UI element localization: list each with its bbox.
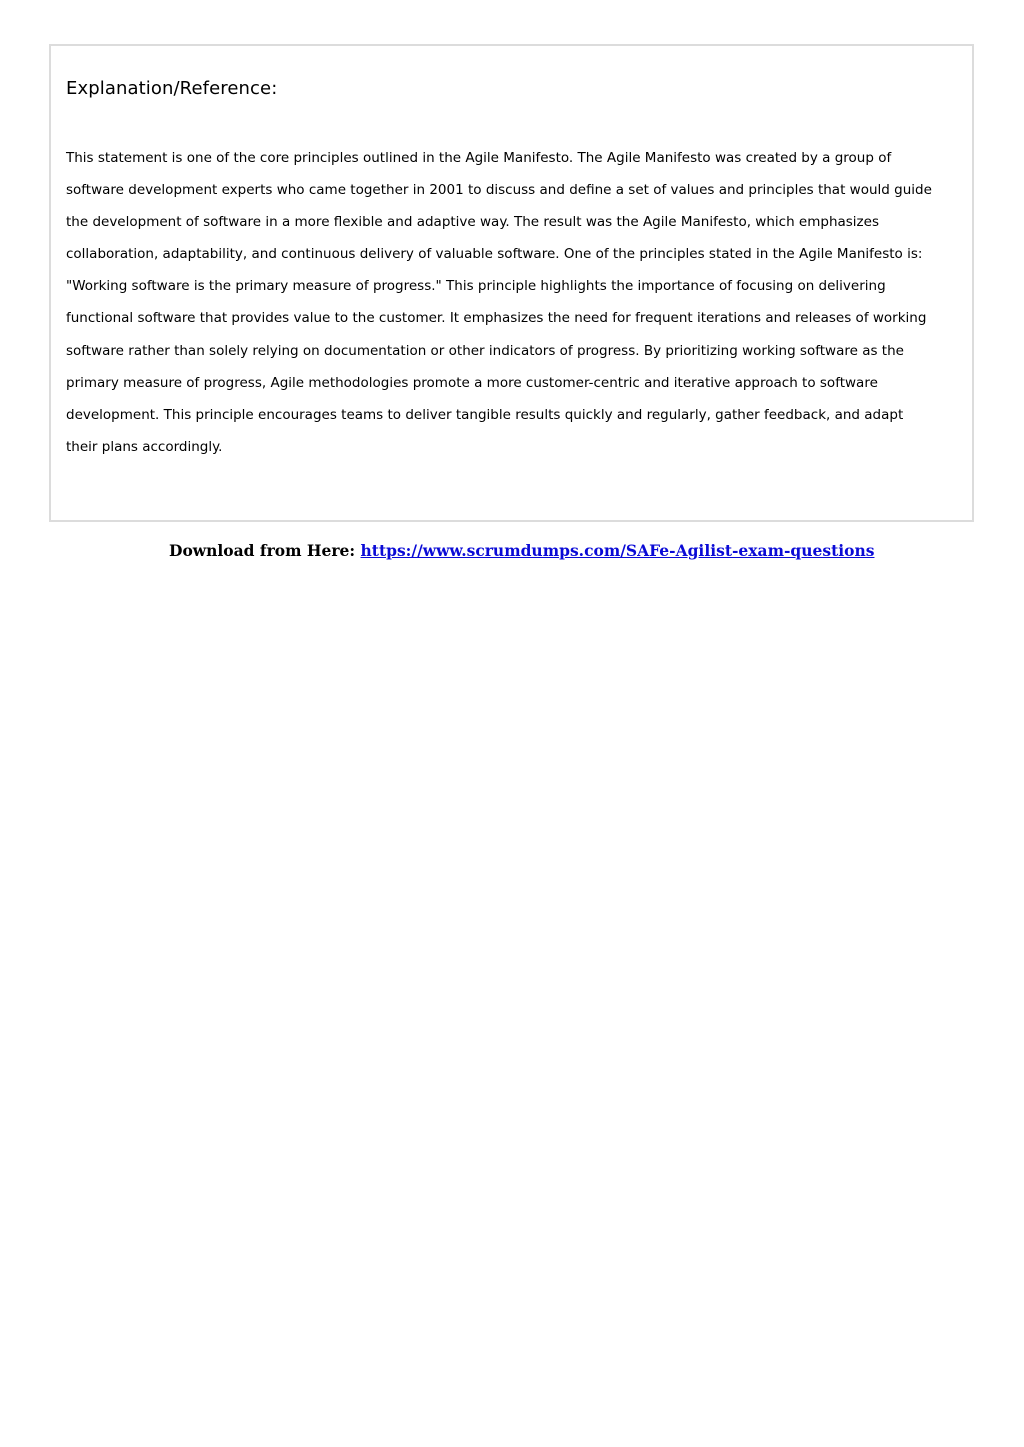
explanation-line: the development of software in a more flexible and adaptive way. The result was the Agile Manifesto, which emphasizes [66, 214, 879, 231]
explanation-card [49, 44, 974, 522]
download-line [169, 541, 874, 560]
explanation-line: collaboration, adaptability, and continuous delivery of valuable software. One of the principles stated in the Agile Manifesto is: [66, 246, 923, 263]
explanation-line: software development experts who came together in 2001 to discuss and define a set of values and principles that would guide [66, 182, 932, 199]
explanation-line: functional software that provides value to the customer. It emphasizes the need for frequent iterations and releases of working [66, 310, 927, 327]
explanation-line: their plans accordingly. [66, 438, 223, 455]
explanation-line: development. This principle encourages teams to deliver tangible results quickly and regularly, gather feedback, and adapt [66, 406, 904, 423]
download-label: Download from Here: [169, 541, 361, 560]
download-link[interactable]: https://www.scrumdumps.com/SAFe-Agilist-exam-questions [360, 541, 875, 560]
explanation-line: software rather than solely relying on documentation or other indicators of progress. By prioritizing working software as the [66, 342, 904, 359]
explanation-line: "Working software is the primary measure of progress." This principle highlights the importance of focusing on delivering [66, 278, 886, 295]
explanation-line: This statement is one of the core principles outlined in the Agile Manifesto. The Agile Manifesto was created by a group of [66, 150, 892, 166]
explanation-body [66, 142, 966, 463]
explanation-line: primary measure of progress, Agile methodologies promote a more customer-centric and iterative approach to software [66, 374, 878, 391]
explanation-heading: Explanation/Reference: [66, 78, 278, 99]
